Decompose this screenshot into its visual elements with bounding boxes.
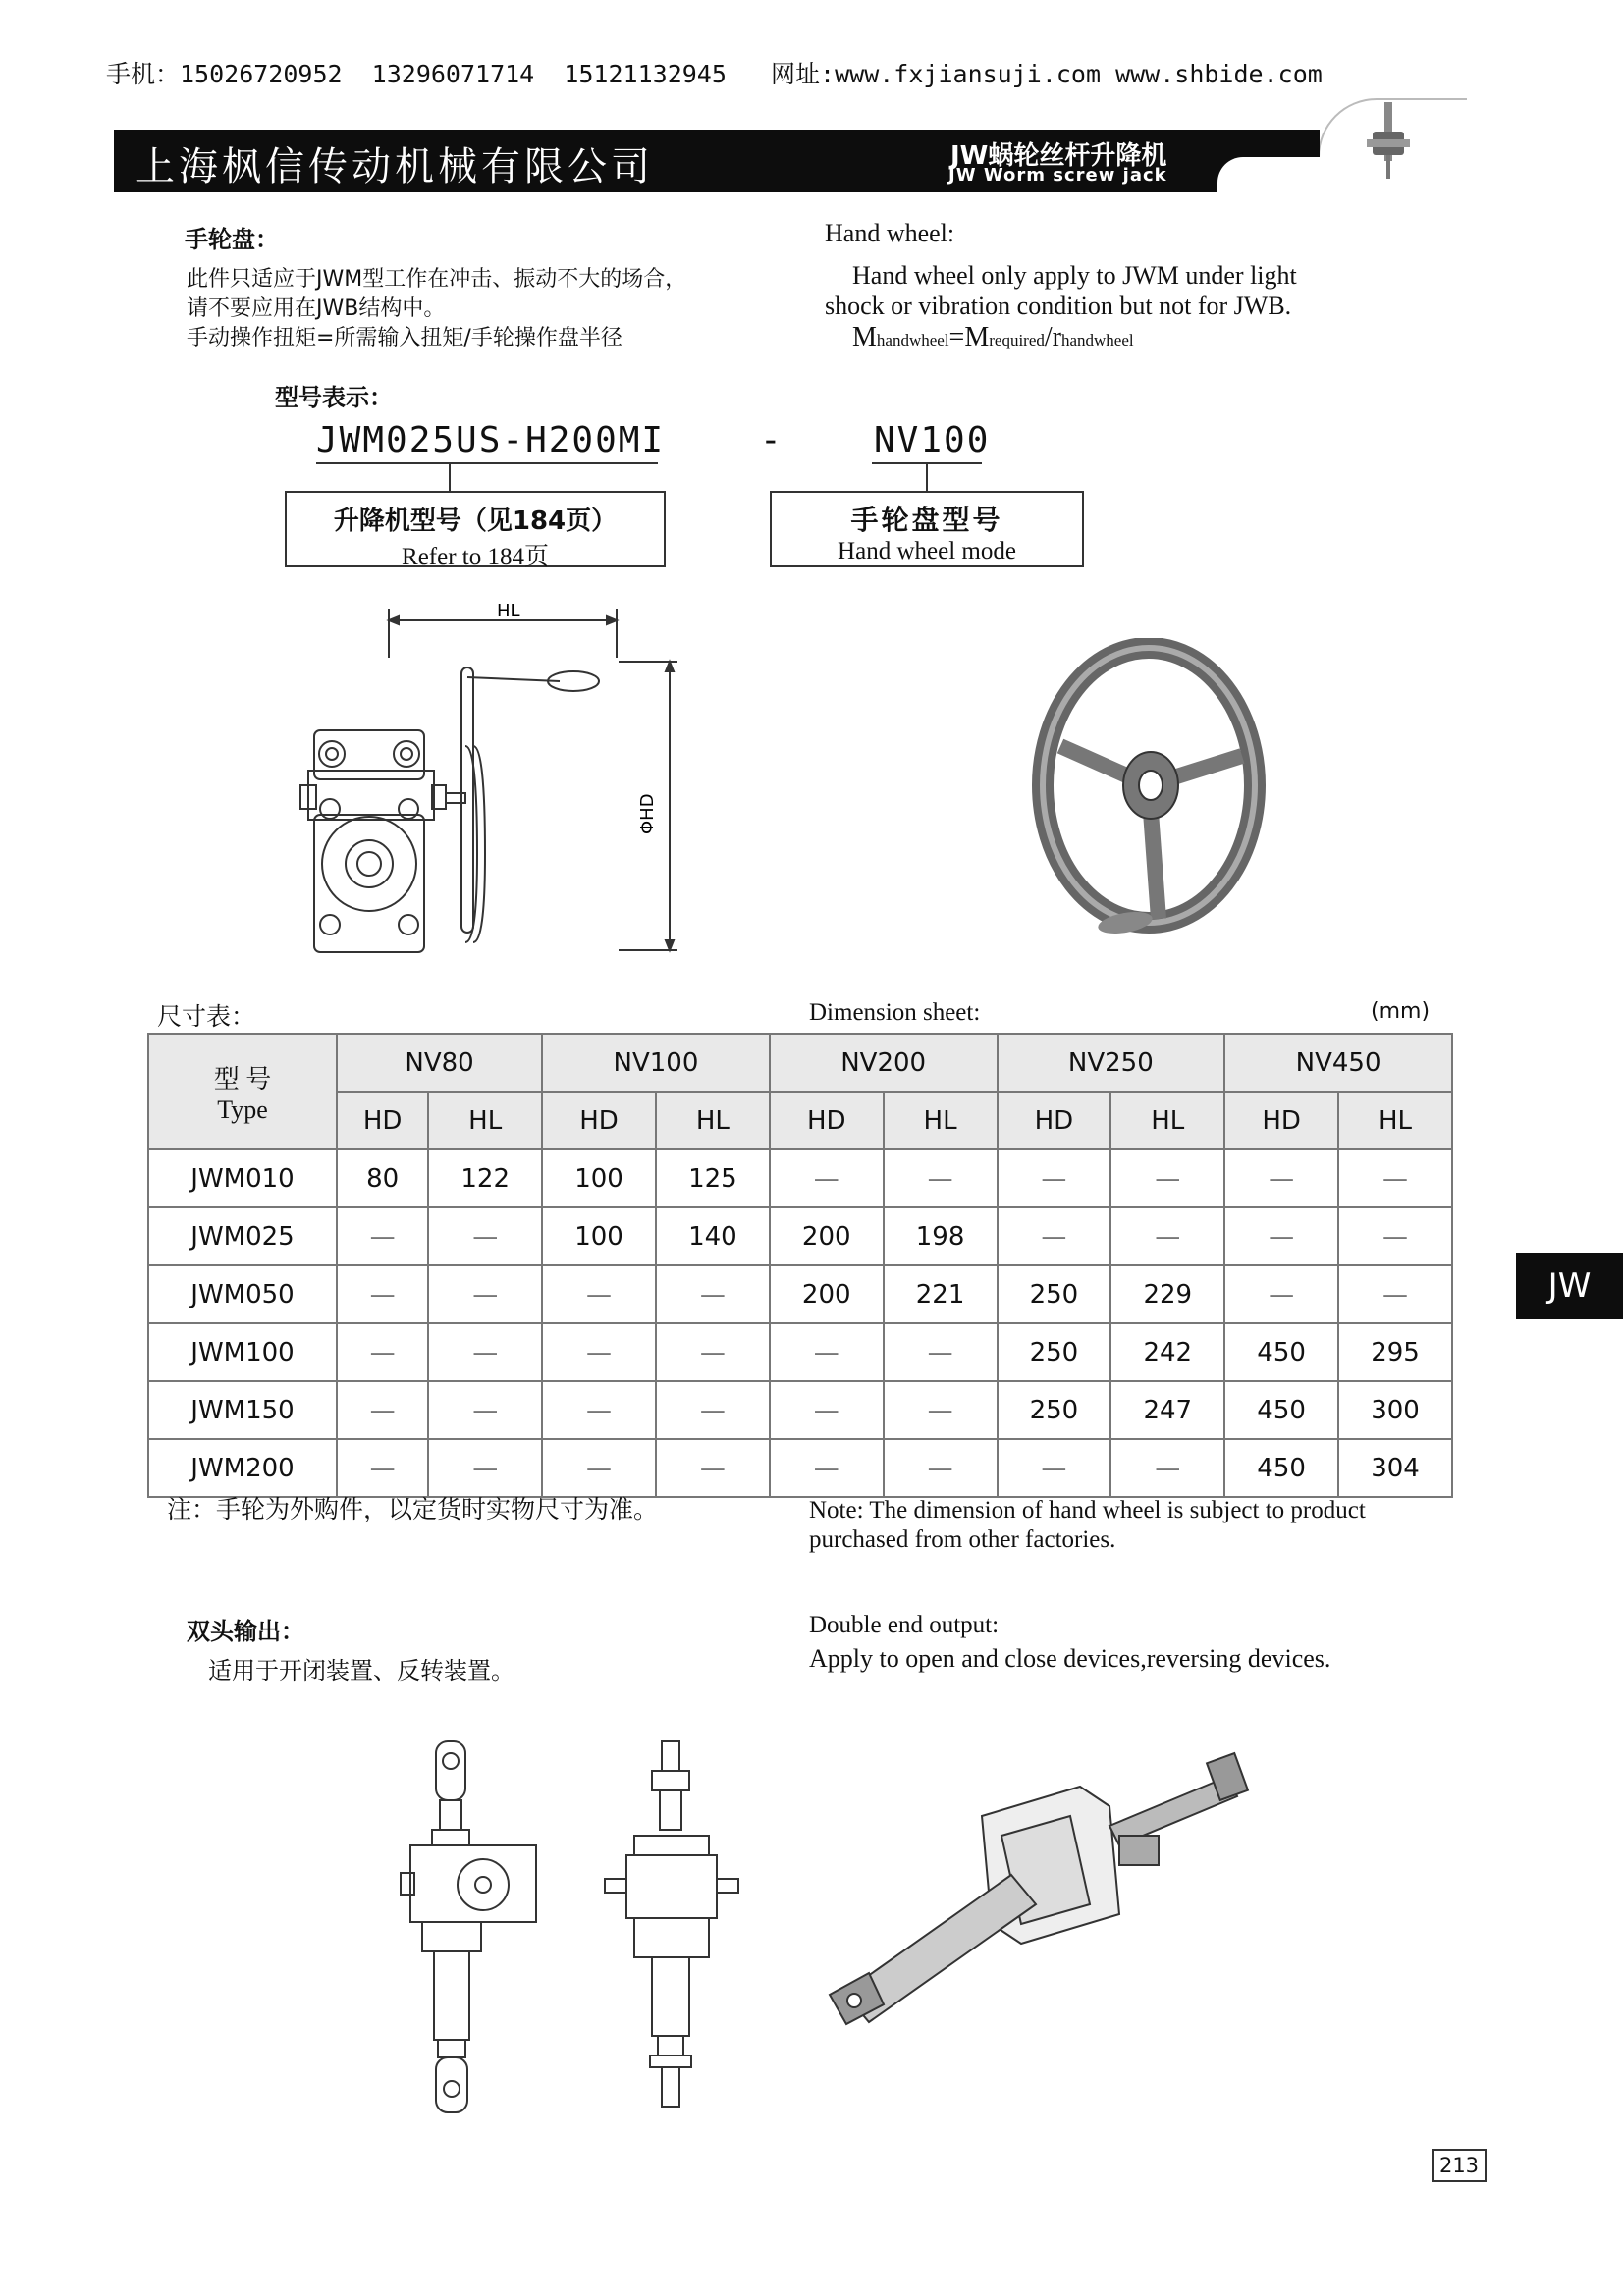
value-cell: 250	[998, 1265, 1111, 1323]
value-cell: —	[337, 1381, 428, 1439]
value-cell: 450	[1224, 1323, 1338, 1381]
value-cell: —	[1110, 1439, 1224, 1497]
model-cell: JWM100	[148, 1323, 337, 1381]
company-name: 上海枫信传动机械有限公司	[135, 144, 654, 189]
hand-wheel-desc-cn: 此件只适应于JWM型工作在冲击、振动不大的场合， 请不要应用在JWB结构中。 手动操作扭矩=所需输入扭矩/手轮操作盘半径	[187, 267, 687, 350]
value-cell: —	[337, 1439, 428, 1497]
value-cell: —	[770, 1323, 884, 1381]
model-connector-lines	[0, 0, 1623, 510]
value-cell: —	[998, 1149, 1111, 1207]
value-cell: —	[1110, 1207, 1224, 1265]
product-title-en: JW Worm screw jack	[948, 165, 1167, 186]
double-end-title-cn: 双头输出：	[187, 1618, 304, 1645]
sub-header: HL	[884, 1092, 998, 1149]
sub-header: HD	[542, 1092, 656, 1149]
value-cell: —	[884, 1439, 998, 1497]
hand-wheel-title-cn: 手轮盘：	[185, 226, 279, 253]
hl-label: HL	[497, 601, 520, 621]
value-cell: 221	[884, 1265, 998, 1323]
value-cell: 450	[1224, 1439, 1338, 1497]
dimension-title-cn: 尺寸表：	[157, 1004, 256, 1031]
dimension-table	[147, 1033, 1453, 1498]
value-cell: 140	[656, 1207, 770, 1265]
value-cell: 200	[770, 1207, 884, 1265]
hand-wheel-desc-en: Hand wheel only apply to JWM under light shock or vibration condition but not for JWB.	[825, 261, 1297, 320]
table-row	[148, 1265, 1452, 1323]
value-cell: —	[1224, 1265, 1338, 1323]
value-cell: —	[337, 1323, 428, 1381]
model-dash: -	[760, 420, 782, 460]
sub-header: HD	[337, 1092, 428, 1149]
value-cell: 300	[1338, 1381, 1452, 1439]
double-end-drawing	[393, 1732, 746, 2124]
table-row	[148, 1149, 1452, 1207]
sub-header: HL	[1110, 1092, 1224, 1149]
contact-line: 手机：15026720952 13296071714 15121132945 网址:www.fxjiansuji.com www.shbide.com	[106, 60, 1323, 88]
value-cell: —	[998, 1439, 1111, 1497]
dimension-title-en: Dimension sheet:	[809, 999, 981, 1026]
double-end-desc-en: Apply to open and close devices,reversing devices.	[809, 1644, 1331, 1673]
value-cell: —	[656, 1265, 770, 1323]
jack-model-box: 升降机型号（见184页） Refer to 184页	[285, 491, 666, 567]
value-cell: —	[1338, 1207, 1452, 1265]
hand-wheel-title-en: Hand wheel:	[825, 219, 955, 247]
value-cell: —	[656, 1381, 770, 1439]
value-cell: 229	[1110, 1265, 1224, 1323]
double-end-desc-cn: 适用于开闭装置、反转装置。	[208, 1659, 514, 1684]
note-en: Note: The dimension of hand wheel is subject to product purchased from other factories.	[809, 1497, 1366, 1553]
value-cell: —	[770, 1149, 884, 1207]
group-header: NV450	[1224, 1034, 1452, 1092]
value-cell: 450	[1224, 1381, 1338, 1439]
value-cell: —	[428, 1265, 542, 1323]
value-cell: —	[337, 1207, 428, 1265]
value-cell: —	[542, 1381, 656, 1439]
model-code-left: JWM025US-H200MI	[316, 420, 666, 460]
value-cell: —	[428, 1381, 542, 1439]
group-header: NV200	[770, 1034, 998, 1092]
value-cell: 242	[1110, 1323, 1224, 1381]
value-cell: —	[656, 1323, 770, 1381]
torque-formula: Mhandwheel=Mrequired/rhandwheel	[852, 322, 1134, 352]
model-title-cn: 型号表示：	[275, 384, 393, 411]
value-cell: —	[1224, 1207, 1338, 1265]
hand-wheel-model-box: 手轮盘型号 Hand wheel mode	[770, 491, 1084, 567]
value-cell: —	[884, 1149, 998, 1207]
value-cell: —	[542, 1265, 656, 1323]
value-cell: 250	[998, 1323, 1111, 1381]
value-cell: 80	[337, 1149, 428, 1207]
table-row	[148, 1439, 1452, 1497]
model-cell: JWM050	[148, 1265, 337, 1323]
group-header: NV250	[998, 1034, 1225, 1092]
value-cell: —	[656, 1439, 770, 1497]
value-cell: 100	[542, 1149, 656, 1207]
value-cell: —	[428, 1323, 542, 1381]
value-cell: 125	[656, 1149, 770, 1207]
value-cell: 122	[428, 1149, 542, 1207]
value-cell: —	[337, 1265, 428, 1323]
double-end-title-en: Double end output:	[809, 1612, 1000, 1638]
value-cell: —	[542, 1439, 656, 1497]
value-cell: 200	[770, 1265, 884, 1323]
group-header: NV80	[337, 1034, 542, 1092]
model-cell: JWM200	[148, 1439, 337, 1497]
model-code-right: NV100	[874, 420, 991, 460]
value-cell: 100	[542, 1207, 656, 1265]
value-cell: —	[542, 1323, 656, 1381]
hand-wheel-drawing	[265, 599, 697, 962]
type-header: 型 号 Type	[148, 1034, 337, 1149]
table-row	[148, 1207, 1452, 1265]
sub-header: HL	[656, 1092, 770, 1149]
product-title-cn: JW蜗轮丝杆升降机	[950, 141, 1167, 171]
unit-label: (mm)	[1371, 999, 1431, 1024]
table-row	[148, 1323, 1452, 1381]
value-cell: —	[428, 1207, 542, 1265]
value-cell: 198	[884, 1207, 998, 1265]
value-cell: 295	[1338, 1323, 1452, 1381]
group-header: NV100	[542, 1034, 770, 1092]
note-cn: 注：手轮为外购件，以定货时实物尺寸为准。	[167, 1497, 659, 1523]
sub-header: HL	[1338, 1092, 1452, 1149]
hand-wheel-picture	[1021, 638, 1267, 952]
value-cell: —	[1224, 1149, 1338, 1207]
value-cell: 247	[1110, 1381, 1224, 1439]
value-cell: —	[1338, 1265, 1452, 1323]
value-cell: —	[770, 1381, 884, 1439]
hd-label: ΦHD	[637, 793, 658, 834]
sub-header: HL	[428, 1092, 542, 1149]
table-row	[148, 1381, 1452, 1439]
value-cell: 304	[1338, 1439, 1452, 1497]
double-end-picture	[825, 1747, 1267, 2042]
sub-header: HD	[770, 1092, 884, 1149]
sub-header: HD	[998, 1092, 1111, 1149]
value-cell: 250	[998, 1381, 1111, 1439]
model-cell: JWM025	[148, 1207, 337, 1265]
model-cell: JWM010	[148, 1149, 337, 1207]
model-cell: JWM150	[148, 1381, 337, 1439]
page-number: 213	[1432, 2149, 1487, 2182]
sub-header: HD	[1224, 1092, 1338, 1149]
value-cell: —	[770, 1439, 884, 1497]
value-cell: —	[998, 1207, 1111, 1265]
value-cell: —	[428, 1439, 542, 1497]
value-cell: —	[1338, 1149, 1452, 1207]
value-cell: —	[884, 1381, 998, 1439]
value-cell: —	[884, 1323, 998, 1381]
jw-side-tab: JW	[1516, 1253, 1623, 1319]
value-cell: —	[1110, 1149, 1224, 1207]
